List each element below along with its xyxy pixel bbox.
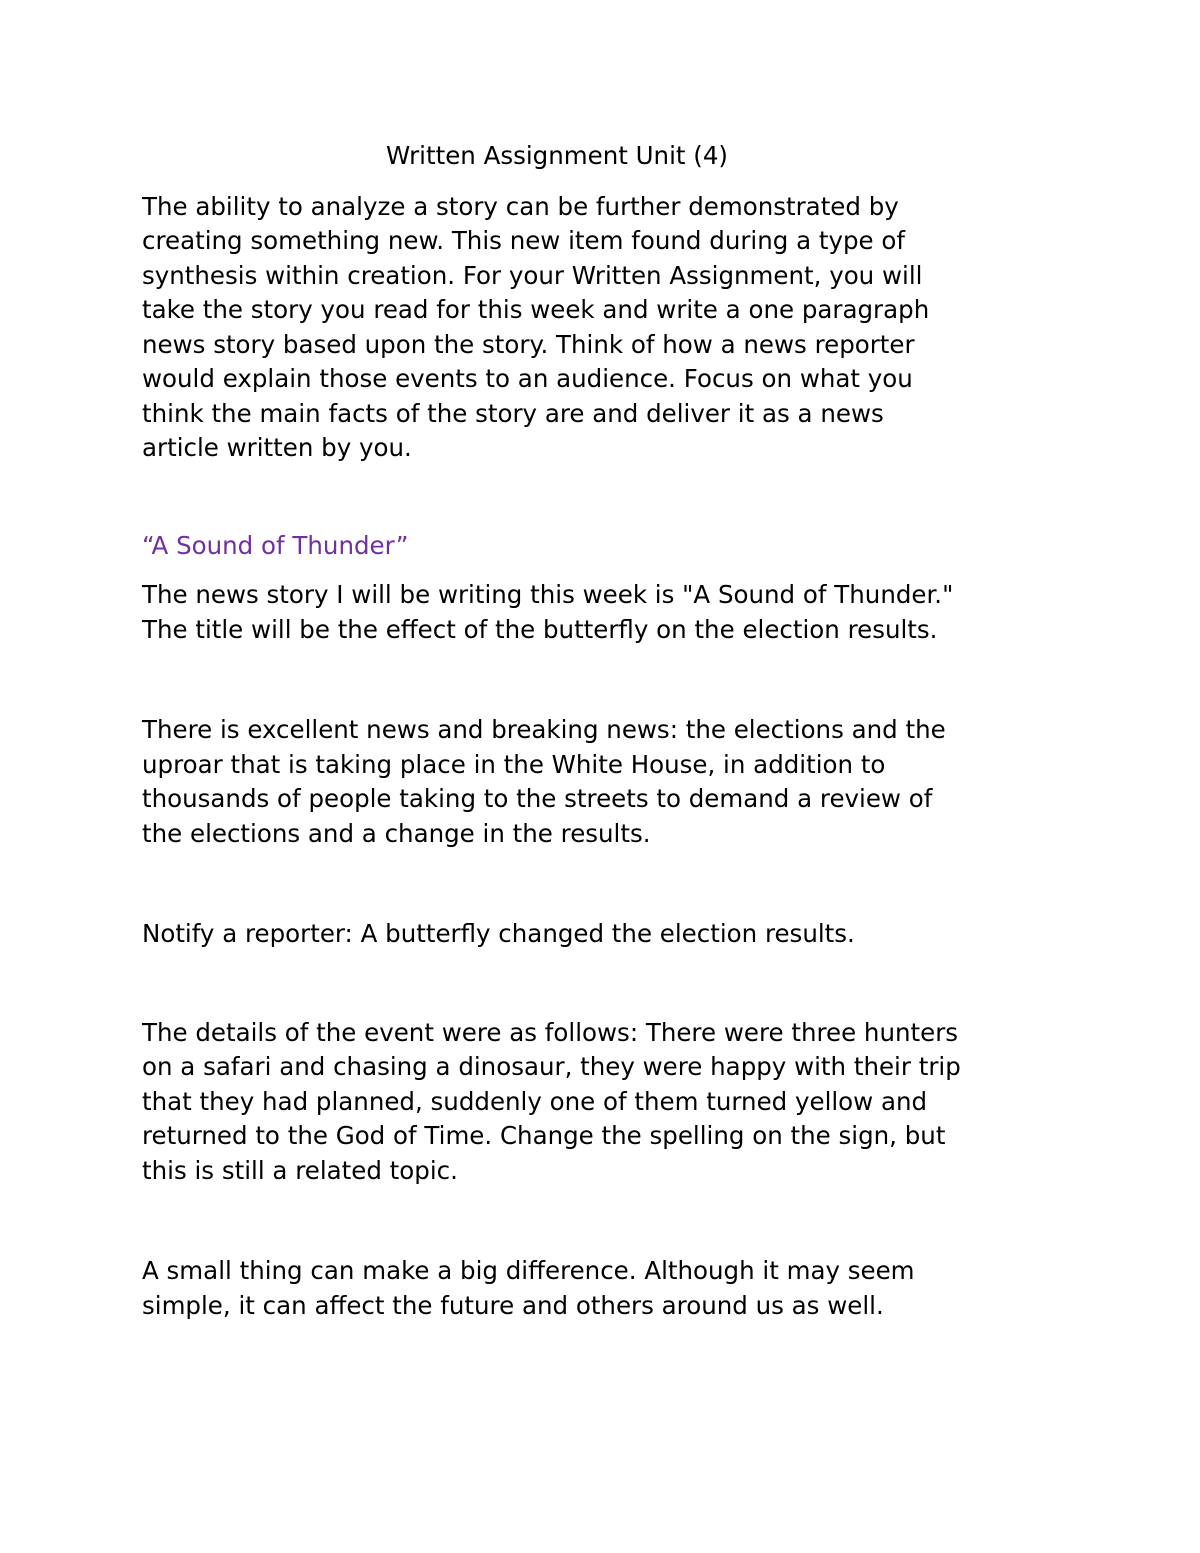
- body-paragraph-4: The details of the event were as follows: There were three hunters on a safari and chasing a dinosaur, they were happy with their trip that they had planned, suddenly one of them turned yellow and returned to the God of Time. Change the spelling on the sign, but this is still a related topic.: [142, 1017, 961, 1185]
- body-paragraph-1: The news story I will be writing this week is "A Sound of Thunder." The title will be the effect of the butterfly on the election results.: [142, 580, 954, 644]
- document-body: [142, 139, 1082, 1323]
- story-heading: “A Sound of Thunder”: [142, 530, 409, 560]
- body-paragraph-2: There is excellent news and breaking news: the elections and the uproar that is taking place in the White House, in addition to thousands of people taking to the streets to demand a review of the elections and a change in the results.: [142, 715, 946, 848]
- intro-paragraph: The ability to analyze a story can be further demonstrated by creating something new. This new item found during a type of synthesis within creation. For your Written Assignment, you will take the story you read for this week and write a one paragraph news story based upon the story. Think of how a news reporter would explain those events to an audience. Focus on what you think the main facts of the story are and deliver it as a news article written by you.: [142, 191, 930, 462]
- document-title: Written Assignment Unit (4): [385, 141, 728, 170]
- body-paragraph-5: A small thing can make a big difference. Although it may seem simple, it can affect the future and others around us as well.: [142, 1256, 915, 1320]
- body-paragraph-3: Notify a reporter: A butterfly changed the election results.: [142, 919, 855, 948]
